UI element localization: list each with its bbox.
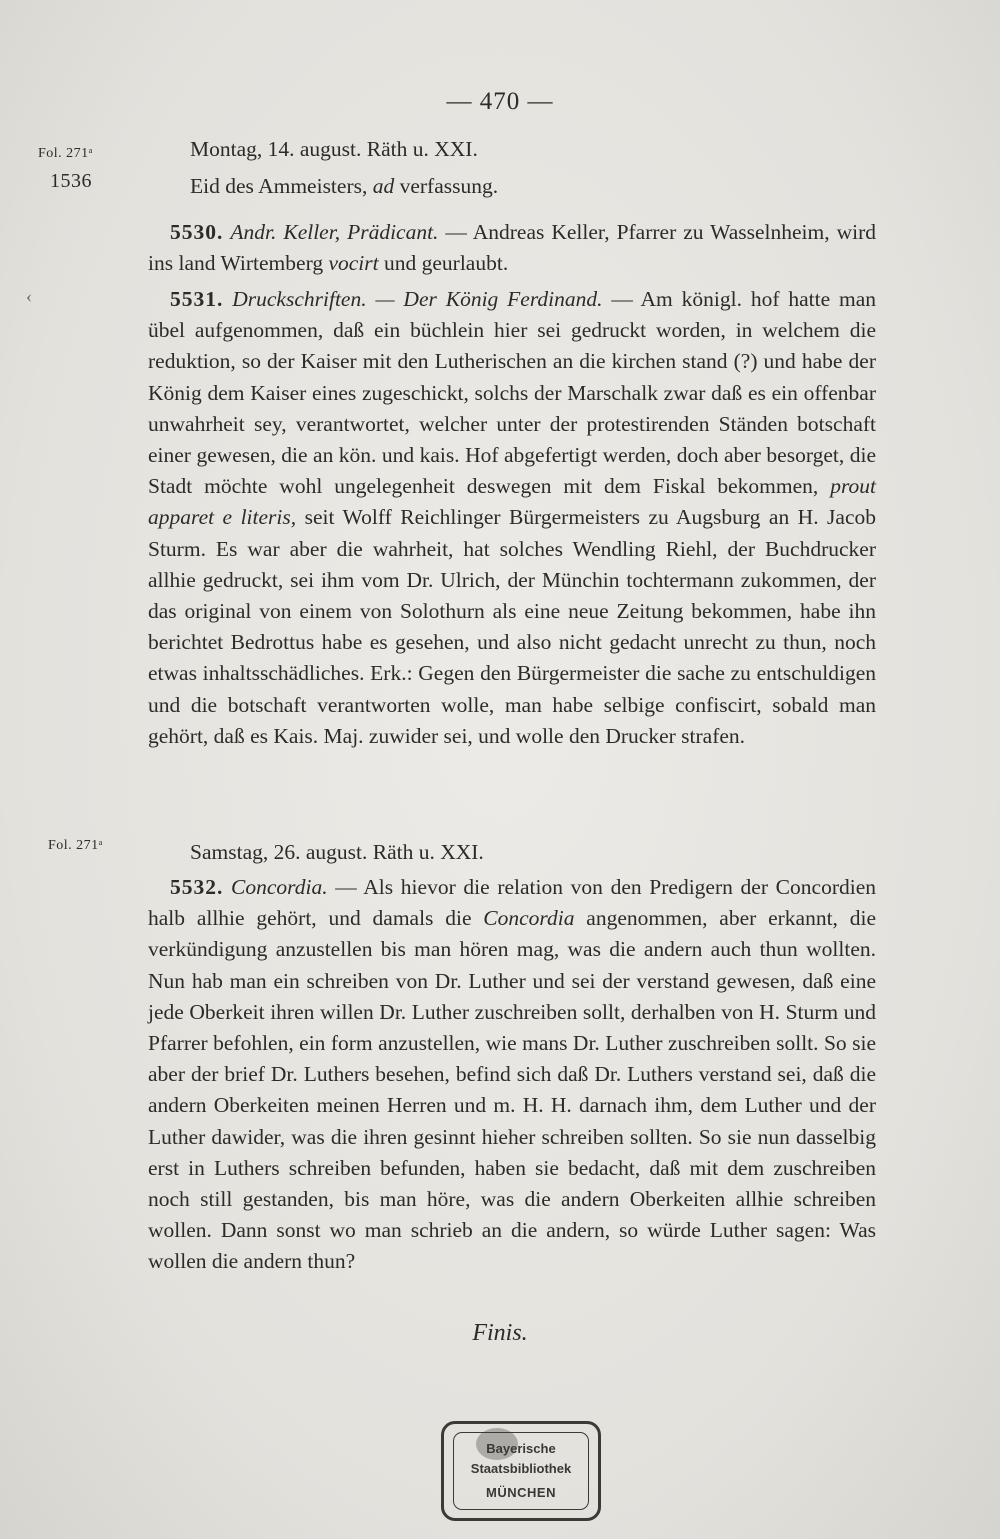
entry-text: — Am königl. hof hatte man übel aufgenommen, daß ein büchlein hier sei gedruckt worden, in welchem die reduktion, so der Kaiser mit den Lutherischen an die kirchen stand (?) und habe der König dem Kaiser eines zugeschickt, solchs der Marschalk zwar daß es ein offenbar unwahrheit sey, verantwortet, welcher unter der protestirenden Ständen botschaft einer gewesen, die an kön. und kais. Hof abgefertigt werden, doch aber besorget, die Stadt möchte wohl ungelegenheit deswegen mit dem Fiskal bekommen, [148,287,877,499]
entry-title: Concordia. [231,875,328,899]
entry-text: — Andreas Keller, Pfarrer zu Wasselnheim, wird ins land Wirtemberg [148,220,876,276]
oath-line-suffix: verfassung. [394,174,499,198]
entry-title: Andr. Keller, Prädicant. [230,220,439,244]
entry-number: 5531. [170,287,224,311]
margin-folio-1: Fol. 271ᵃ [38,146,94,161]
entry-5532 [148,872,876,1278]
margin-folio-2: Fol. 271ᵃ [48,838,104,853]
entry-text: — Als hievor die relation von den Predigern der Concordien halb allhie gehört, und damals die [148,875,876,931]
page-number: — 470 — [446,88,554,115]
oath-line-italic: ad [372,174,395,198]
entry-5531 [148,284,876,752]
entry-italic: prout apparet e literis, [148,474,876,530]
date-line-2: Samstag, 26. august. Räth u. XXI. [190,840,484,864]
margin-pencil-mark: ‹ [26,286,32,306]
entry-number: 5530. [170,220,224,244]
stamp-line-2: Staatsbibliothek [470,1461,572,1476]
entry-text: und geurlaubt. [378,251,509,276]
oath-line [190,174,498,199]
entry-italic: vocirt [328,251,379,276]
stamp-line-1: Bayerische [486,1441,556,1456]
library-stamp-inner [453,1432,589,1510]
entry-5530 [148,217,876,279]
library-stamp [441,1421,601,1521]
date-line-1: Montag, 14. august. Räth u. XXI. [190,137,478,161]
entry-number: 5532. [170,875,224,899]
stamp-line-3: MÜNCHEN [486,1485,556,1500]
margin-year: 1536 [50,170,92,192]
finis-label: Finis. [472,1320,528,1346]
entry-text: seit Wolff Reichlinger Bürgermeisters zu Augsburg an H. Jacob Sturm. Es war aber die wahrheit, hat solches Wendling Riehl, der Buchdrucker allhie gedruckt, sei ihm vom Dr. Ulrich, der Münchin tochtermann zukommen, der das original von einem von Solothurn als eine neue Zeitung bekommen, habe ihn berichtet Bedrottus habe es gesehen, und also nicht gedacht unrecht zu thun, noch etwas inhaltsschädliches. Erk.: Gegen den Bürgermeister die sache zu entschuldigen und die botschaft verantworten wolle, man habe selbige confiscirt, sobald man gehört, daß es Kais. Maj. zuwider sei, und wolle den Drucker strafen. [148,505,876,748]
entry-italic: Concordia [483,906,575,931]
oath-line-prefix: Eid des Ammeisters, [190,174,373,198]
entry-title: Druckschriften. — Der König Ferdinand. [232,287,603,311]
entry-text: angenommen, aber erkannt, die verkündigung anzustellen bis man hören mag, was die andern auch thun wollten. Nun hab man ein schreiben von Dr. Luther und sei der verstand gewesen, daß eine jede Oberkeit ihren willen Dr. Luther zuschreiben sollt, derhalben von H. Sturm und Pfarrer befohlen, ein form anzustellen, wie mans Dr. Luther zuschreiben sollt. So sie aber der brief Dr. Luthers besehen, befind sich daß Dr. Luthers verstand sei, daß die andern Oberkeiten meinen Herren und m. H. H. darnach ihm, dem Luther und der Luther dawider, was die ihren gesinnt hieher schreiben sollten. So sie nun dasselbig erst in Luthers schreiben befunden, haben sie bedacht, daß mit dem zuschreiben noch still gestanden, bis man höre, was die andern Oberkeiten allhie schreiben wollen. Dann sonst wo man schrieb an die andern, so würde Luther sagen: Was wollen die andern thun? [148,906,876,1274]
